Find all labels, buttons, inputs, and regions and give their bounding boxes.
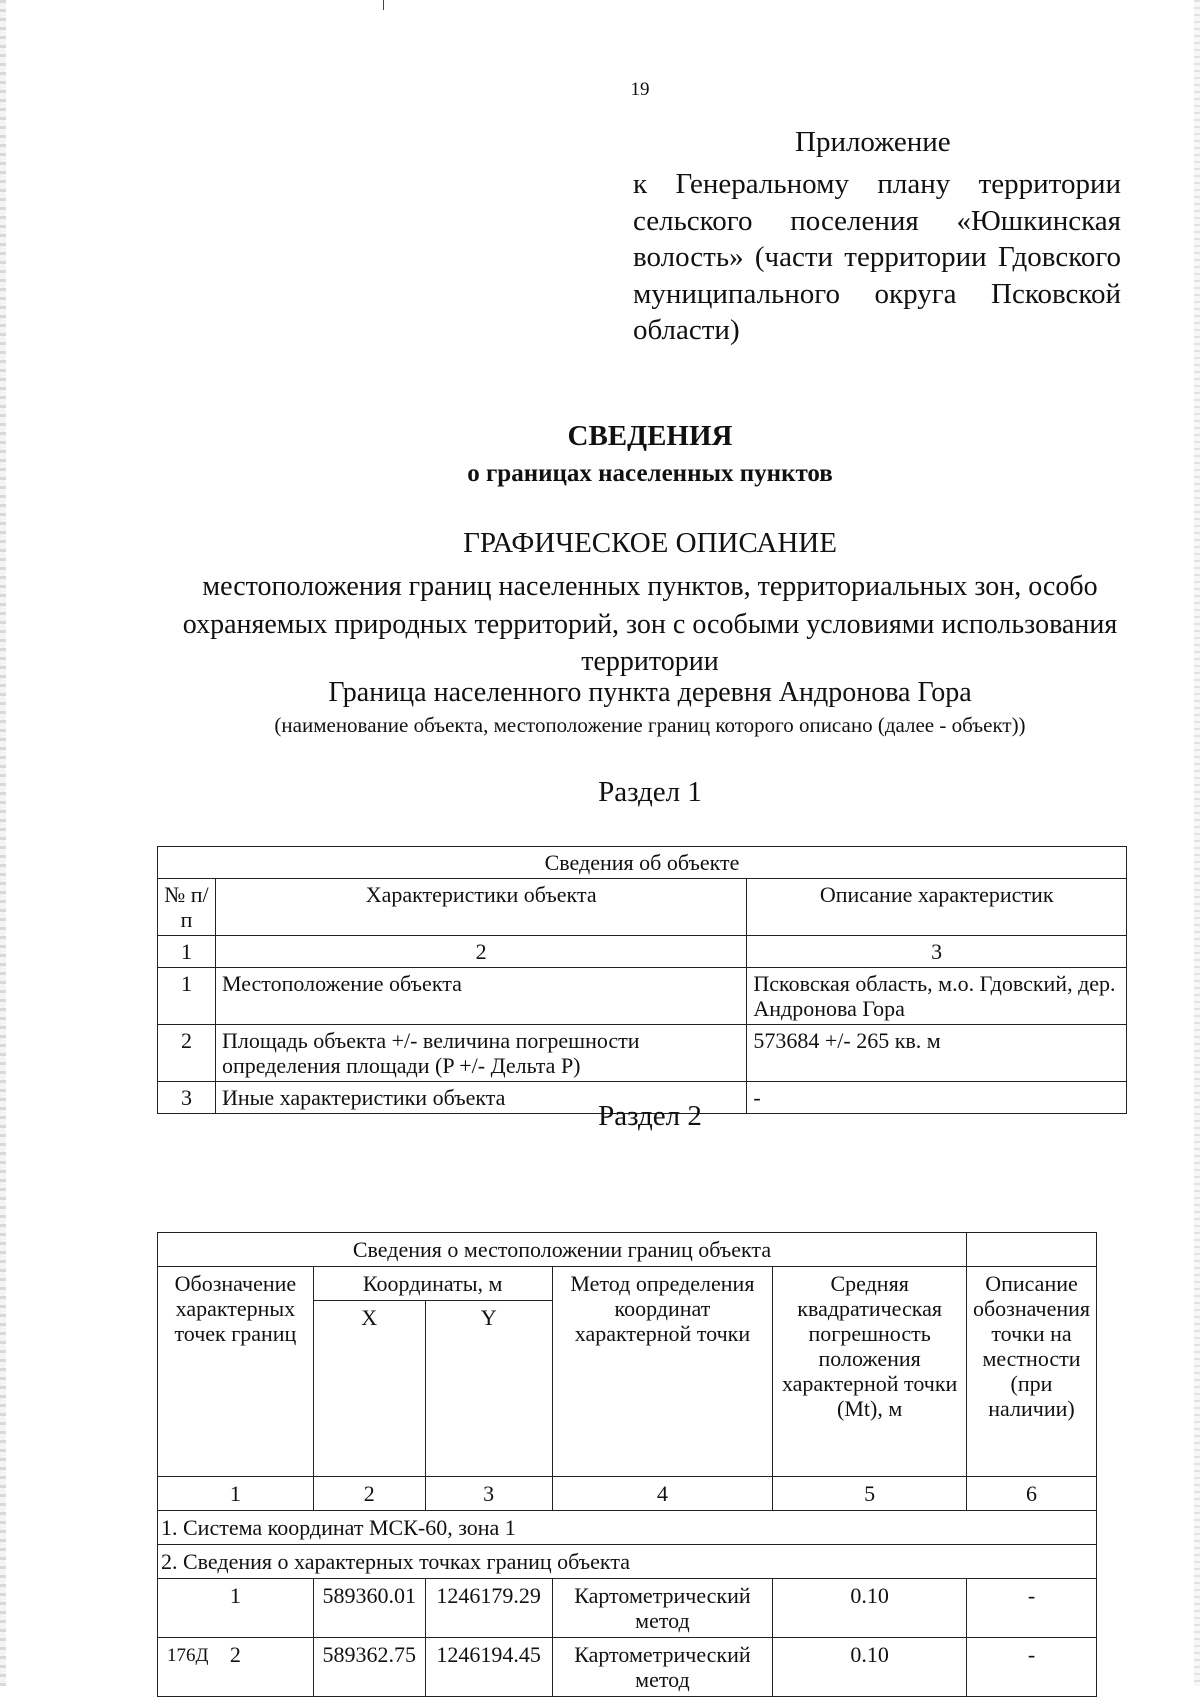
page-number: 19: [630, 79, 650, 100]
appendix-title: Приложение: [795, 126, 951, 158]
object-name-note: (наименование объекта, местоположение границ которого описано (далее - объект)): [274, 713, 1026, 737]
table-header-row: [158, 879, 1127, 936]
row-description: Псковская область, м.о. Гдовский, дер. Андронова Гора: [747, 968, 1127, 1025]
table-title-row: [158, 847, 1127, 879]
header-error: Средняя квадратическая погрешность положения характерной точки (Mt), м: [773, 1267, 967, 1477]
header-y: Y: [425, 1301, 552, 1477]
table-header-row: [158, 1267, 1097, 1301]
column-number: 5: [773, 1477, 967, 1511]
point-x: 589360.01: [313, 1579, 425, 1638]
row-number: 2: [158, 1025, 216, 1082]
column-number: 4: [552, 1477, 773, 1511]
scan-edge-left: [0, 0, 6, 1686]
table-row: [158, 1579, 1097, 1638]
table-title-row: [158, 1233, 1097, 1267]
header-description: Описание характеристик: [747, 879, 1127, 936]
point-y: 1246194.45: [425, 1638, 552, 1697]
point-description: -: [966, 1638, 1096, 1697]
header-method: Метод определения координат характерной точки: [552, 1267, 773, 1477]
header-coordinates: Координаты, м: [313, 1267, 552, 1301]
scan-edge-right: [1194, 0, 1200, 1686]
row-number: 1: [158, 968, 216, 1025]
column-number: 2: [215, 936, 746, 968]
column-number: 1: [158, 936, 216, 968]
document-subheading: о границах населенных пунктов: [467, 460, 833, 487]
point-description: -: [966, 1579, 1096, 1638]
point-method: Картометрический метод: [552, 1638, 773, 1697]
column-number-row: [158, 1477, 1097, 1511]
graphic-description-title: ГРАФИЧЕСКОЕ ОПИСАНИЕ: [463, 527, 837, 559]
column-number: 6: [966, 1477, 1096, 1511]
table-title: Сведения о местоположении границ объекта: [158, 1233, 967, 1267]
column-number: 1: [158, 1477, 314, 1511]
section-1-title: Раздел 1: [598, 776, 702, 808]
header-number: № п/п: [158, 879, 216, 936]
point-error: 0.10: [773, 1638, 967, 1697]
header-x: X: [313, 1301, 425, 1477]
point-error: 0.10: [773, 1579, 967, 1638]
row-description: -: [747, 1082, 1127, 1114]
document-heading: СВЕДЕНИЯ: [567, 420, 733, 452]
table-row: [158, 968, 1127, 1025]
footer-code: 176Д: [167, 1645, 209, 1666]
coordinate-system: 1. Система координат МСК-60, зона 1: [158, 1511, 1097, 1545]
column-number: 3: [747, 936, 1127, 968]
table-row: [158, 1025, 1127, 1082]
table-title: Сведения об объекте: [158, 847, 1127, 879]
row-characteristic: Иные характеристики объекта: [215, 1082, 746, 1114]
object-info-table: [157, 846, 1127, 1114]
point-designation: 1: [158, 1579, 314, 1638]
row-description: 573684 +/- 265 кв. м: [747, 1025, 1127, 1082]
appendix-text: к Генеральному плану территории сельского поселения «Юшкинская волость» (части территории Гдовского муниципального округа Псковской области): [633, 168, 1121, 346]
scan-mark: [383, 0, 384, 10]
point-y: 1246179.29: [425, 1579, 552, 1638]
column-number: 3: [425, 1477, 552, 1511]
coordinate-system-row: [158, 1511, 1097, 1545]
column-number-row: [158, 936, 1127, 968]
row-characteristic: Местоположение объекта: [215, 968, 746, 1025]
row-characteristic: Площадь объекта +/- величина погрешности определения площади (P +/- Дельта P): [215, 1025, 746, 1082]
graphic-description-text: местоположения границ населенных пунктов, территориальных зон, особо охраняемых природных территорий, зон с особыми условиями использования территории: [182, 571, 1118, 677]
section-2-title: Раздел 2: [598, 1100, 702, 1132]
header-designation: Обозначение характерных точек границ: [158, 1267, 314, 1477]
points-title: 2. Сведения о характерных точках границ объекта: [158, 1545, 1097, 1579]
point-method: Картометрический метод: [552, 1579, 773, 1638]
point-designation: 2: [158, 1638, 314, 1697]
header-characteristics: Характеристики объекта: [215, 879, 746, 936]
column-number: 2: [313, 1477, 425, 1511]
point-x: 589362.75: [313, 1638, 425, 1697]
table-row: [158, 1638, 1097, 1697]
empty-cell: [966, 1233, 1096, 1267]
header-point-description: Описание обозначения точки на местности (при наличии): [966, 1267, 1096, 1477]
points-title-row: [158, 1545, 1097, 1579]
boundary-points-table: [157, 1232, 1097, 1697]
border-object-title: Граница населенного пункта деревня Андронова Гора: [328, 677, 972, 708]
row-number: 3: [158, 1082, 216, 1114]
